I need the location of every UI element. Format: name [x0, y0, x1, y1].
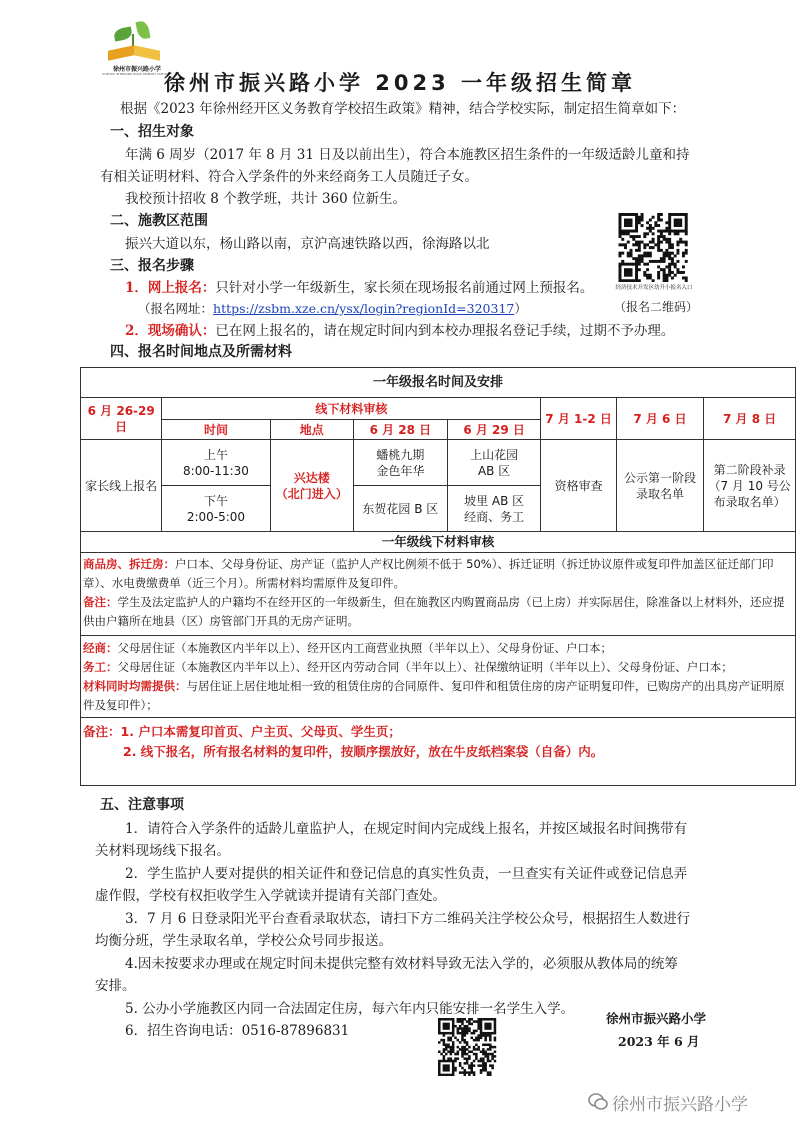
note-3-line-1: 3．7 月 6 日登录阳光平台查看录取状态，请扫下方二维码关注学校公众号，根据招生人数进行: [125, 911, 691, 927]
common-text: 与居住证上居住地址相一致的租赁住房的合同原件、复印件和租赁住房的房产证明复印件，已购房产的出具房产证明原件及复印件）；: [83, 679, 785, 712]
note-2-line-2: 虚作假，学校有权拒收学生入学就读并提请有关部门查处。: [95, 888, 446, 904]
item-1-text: 只针对小学一年级新生，家长须在现场报名前通过网上预报名。: [215, 280, 594, 296]
signature-school: 徐州市振兴路小学: [606, 1011, 707, 1026]
materials-remarks: [81, 717, 795, 762]
note-5: 5. 公办小学施教区内同一合法固定住房，每六年内只能安排一名学生入学。: [125, 1001, 575, 1017]
url-suffix: ）: [514, 301, 527, 316]
note-6-phone: 6．招生咨询电话：0516-87896831: [125, 1023, 350, 1039]
qr-caption-small: 经济技术开发区幼升小报名入口: [615, 285, 693, 291]
remark-label: 备注：: [83, 724, 121, 739]
sub-jun28: 6 月 28 日: [353, 420, 447, 440]
jun28-pm: 东贺花园 B 区: [353, 486, 447, 532]
wechat-icon: [588, 1092, 608, 1112]
am-label: 上午: [203, 447, 228, 462]
section-5-heading: 五、注意事项: [100, 797, 184, 813]
materials-business: [81, 635, 795, 658]
section-4-heading: 四、报名时间地点及所需材料: [110, 344, 292, 360]
item-2-text: 已在网上报名的，请在规定时间内到本校办理报名登记手续，过期不予办理。: [215, 323, 675, 339]
note-4-line-2: 安排。: [95, 978, 136, 994]
pm-label: 下午: [203, 493, 228, 508]
section-3-item-1: [125, 277, 593, 299]
materials-note: [81, 593, 795, 631]
schedule-table-title: 一年级报名时间及安排: [81, 368, 796, 398]
section-2-text: 振兴大道以东，杨山路以南，京沪高速铁路以西，徐海路以北: [125, 236, 490, 252]
pm-time: 2:00-5:00: [186, 509, 246, 524]
qualification-review: 资格审查: [541, 440, 616, 532]
col-jul8: 7 月 8 日: [704, 398, 796, 440]
sub-jun29: 6 月 29 日: [447, 420, 541, 440]
business-text: 父母居住证（本施教区内半年以上）、经开区内工商营业执照（半年以上）、父母身份证、户口本；: [117, 641, 612, 655]
intro-paragraph: 根据《2023 年徐州经开区义务教育学校招生政策》精神，结合学校实际，制定招生简章如下：: [120, 101, 686, 117]
sprout-book-icon: [100, 24, 170, 64]
business-label: 经商：: [83, 641, 118, 655]
col-jul1-2: 7 月 1-2 日: [541, 398, 616, 440]
materials-title: 一年级线下材料审核: [81, 532, 795, 553]
section-1-line-1: 年满 6 周岁（2017 年 8 月 31 日及以前出生），符合本施教区招生条件的一年级适龄儿童和持: [125, 147, 690, 163]
am-time: 8:00-11:30: [183, 463, 249, 478]
note-3-line-2: 均衡分班，学生录取名单，学校公众号同步报送。: [95, 933, 392, 949]
am-slot: [162, 440, 270, 486]
registration-url-link[interactable]: https://zsbm.xze.cn/ysx/login?regionId=320317: [213, 301, 515, 316]
item-2-label: 2．现场确认：: [125, 323, 216, 339]
remark-1: 1. 户口本需复印首页、户主页、父母页、学生页；: [120, 724, 401, 739]
work-label: 务工：: [83, 660, 118, 674]
commercial-text: 户口本、父母身份证、房产证（监护人产权比例须不低于 50%）、拆迁证明（拆迁协议原件或复印件加盖区征迁部门印章）、水电费缴费单（近三个月）。所需材料均需原件及复印件。: [83, 557, 774, 590]
second-stage-supplement: 第二阶段补录 （7 月 10 号公 布录取名单）: [704, 440, 796, 532]
sub-time: 时间: [162, 420, 270, 440]
commercial-label: 商品房、拆迁房：: [83, 557, 175, 571]
col-jul6: 7 月 6 日: [616, 398, 704, 440]
note-1-line-2: 关材料现场线下报名。: [95, 843, 230, 859]
logo-text: 徐州市振兴路小学: [112, 66, 161, 73]
jun29-am: 上山花园 AB 区: [447, 440, 541, 486]
materials-common: [81, 677, 795, 717]
note-4-line-1: 4.因未按要求办理或在规定时间未提供完整有效材料导致无法入学的，必须服从教体局的统筹: [125, 956, 678, 972]
wechat-qr-code[interactable]: [437, 1018, 497, 1076]
jun29-pm: 坡里 AB 区 经商、务工: [447, 486, 541, 532]
col-offline-review: 线下材料审核: [162, 398, 541, 420]
watermark: [588, 1088, 748, 1116]
note-1-line-1: 1．请符合入学条件的适龄儿童监护人，在规定时间内完成线上报名，并按区域报名时间携带有: [125, 821, 688, 837]
logo-subtitle: XUZHOU ZHENXING ROAD PRIMARY SCHOOL: [102, 72, 170, 76]
signature-date: 2023 年 6 月: [618, 1034, 700, 1049]
materials-commercial: [81, 553, 795, 593]
remark-2: 2. 线下报名，所有报名材料的复印件，按顺序摆放好，放在牛皮纸档案袋（自备）内。: [123, 744, 604, 759]
qr-caption: （报名二维码）: [614, 300, 699, 314]
registration-url-line: [138, 298, 527, 320]
url-prefix: （报名网址：: [138, 301, 214, 316]
section-3-item-2: [125, 320, 674, 342]
pm-slot: [162, 486, 270, 532]
section-1-heading: 一、招生对象: [110, 124, 194, 140]
work-text: 父母居住证（本施教区内半年以上）、经开区内劳动合同（半年以上）、社保缴纳证明（半年以上）、父母身份证、户口本；: [117, 660, 733, 674]
schedule-table: [80, 367, 796, 532]
section-1-line-2: 有相关证明材料、符合入学条件的外来经商务工人员随迁子女。: [100, 169, 478, 185]
venue-name: 兴达楼: [293, 470, 330, 485]
jun28-am: 蟠桃九期 金色年华: [353, 440, 447, 486]
section-2-heading: 二、施教区范围: [110, 213, 208, 229]
materials-box: [80, 531, 796, 786]
note-text: 学生及法定监护人的户籍均不在经开区的一年级新生，但在施教区内购置商品房（已上房）并实际居住，除准备以上材料外，还应提供由户籍所在地县（区）房管部门开具的无房产证明。: [83, 595, 785, 628]
online-registration: 家长线上报名: [81, 440, 162, 532]
section-1-line-3: 我校预计招收 8 个教学班，共计 360 位新生。: [125, 191, 407, 207]
venue: [270, 440, 353, 532]
note-label: 备注：: [83, 595, 118, 609]
registration-qr-code[interactable]: [613, 213, 693, 282]
materials-work: [81, 658, 795, 677]
venue-entrance: （北门进入）: [275, 486, 348, 501]
page-title: 徐州市振兴路小学 2023 一年级招生简章: [163, 71, 637, 95]
col-jun26-29: 6 月 26-29 日: [81, 398, 162, 440]
first-stage-publish: 公示第一阶段 录取名单: [616, 440, 704, 532]
note-2-line-1: 2．学生监护人要对提供的相关证件和登记信息的真实性负责，一旦查实有关证件或登记信息弄: [125, 866, 688, 882]
watermark-text: 徐州市振兴路小学: [612, 1094, 748, 1115]
section-3-heading: 三、报名步骤: [110, 258, 194, 274]
common-label: 材料同时均需提供：: [83, 679, 187, 693]
item-1-label: 1．网上报名：: [125, 280, 216, 296]
sub-place: 地点: [270, 420, 353, 440]
